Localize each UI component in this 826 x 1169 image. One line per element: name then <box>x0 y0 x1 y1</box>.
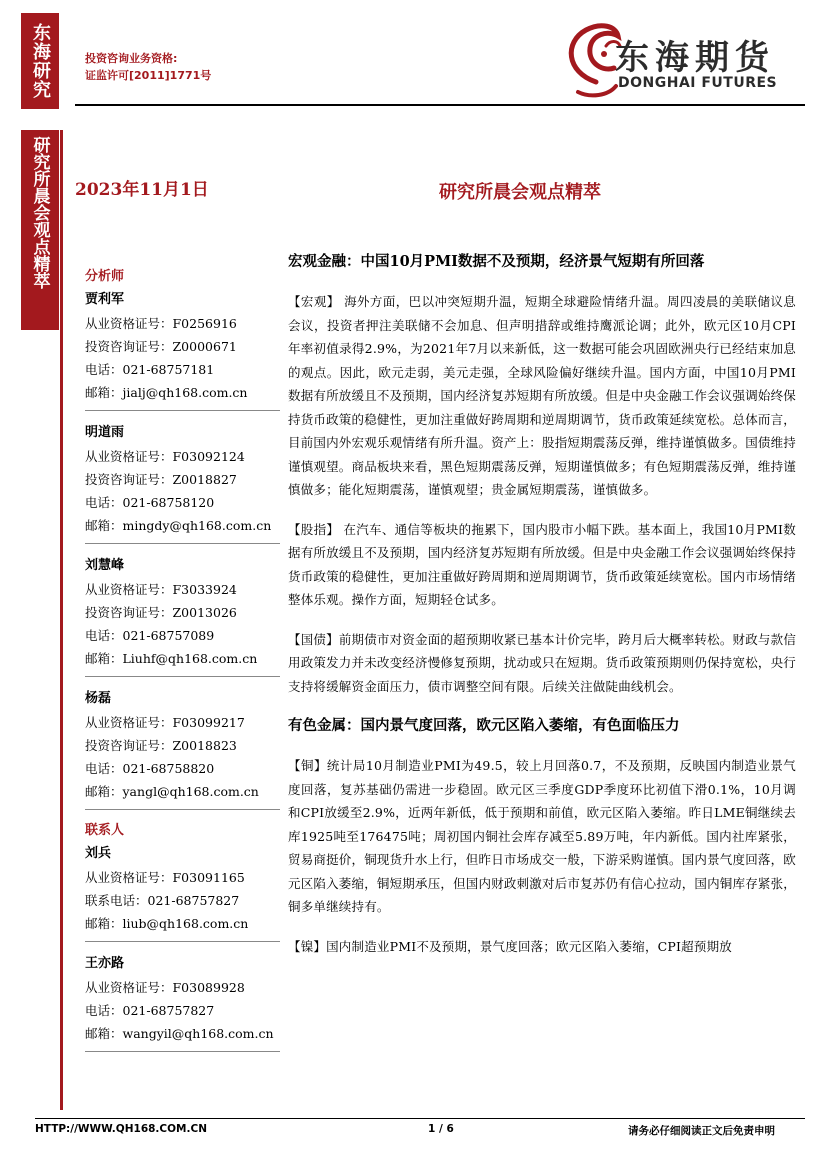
page-number: 1 / 6 <box>428 1123 454 1135</box>
license-line: 证监许可[2011]1771号 <box>85 69 212 82</box>
paragraph-text: 在汽车、通信等板块的拖累下，国内股市小幅下跌。基本面上，我国10月PMI数据有所放缓且不及预期，国内经济复苏短期有所放缓。但是中央金融工作会议强调始终保持货币政策的稳健性，更加注重做好跨周期和逆周期调节，货币政策延续宽松。国内市场情绪整体乐观。操作方面，短期轻仓试多。 <box>288 521 797 607</box>
report-paragraph <box>288 754 796 919</box>
person-separator <box>85 410 280 411</box>
person-detail: 投资咨询证号：Z0000671 <box>85 339 237 354</box>
section-heading: 有色金属：国内景气度回落，欧元区陷入萎缩，有色面临压力 <box>288 717 680 734</box>
paragraph-text: 前期债市对资金面的超预期收紧已基本计价完毕，跨月后大概率转松。财政与款信用政策发力并未改变经济慢修复预期，扰动或只在短期。货币政策预期则仍保持宽松，央行支持将缓解资金面压力，债市调整空间有限。后续关注做陡曲线机会。 <box>288 631 797 694</box>
person-name: 杨磊 <box>85 691 112 706</box>
report-paragraph <box>288 935 796 959</box>
person-detail: 从业资格证号：F03091165 <box>85 870 245 885</box>
paragraph-text: 统计局10月制造业PMI为49.5，较上月回落0.7，不及预期，反映国内制造业景气度回落，复苏基础仍需进一步稳固。欧元区三季度GDP季度环比初值下滑0.1%，10月调和CPI放缓至2.9%，近两年新低，低于预期和前值，欧元区陷入萎缩。昨日LME铜继续去库1925吨至176475吨；周初国内铜社会库存减至5.89万吨，年内新低。国内社库紧张，贸易商挺价，铜现货升水上行，但昨日市场成交一般，下游采购谨慎。国内景气度回落，欧元区陷入萎缩，铜短期承压，但国内财政刺激对后市复苏仍有信心拉动，国内铜库存紧张，铜多单继续持有。 <box>288 758 797 914</box>
person-detail: 从业资格证号：F03089928 <box>85 980 245 995</box>
paragraph-tag: 【国债】 <box>288 631 339 647</box>
person-name: 王亦路 <box>85 956 125 971</box>
person-detail: 从业资格证号：F3033924 <box>85 582 237 597</box>
logo-chinese-name: 东海期货 <box>615 38 775 78</box>
person-detail: 电话：021-68757827 <box>85 1003 215 1018</box>
side-vertical-rule <box>60 130 63 1110</box>
report-date: 2023年11月1日 <box>75 180 209 200</box>
person-detail: 电话：021-68757181 <box>85 362 215 377</box>
paragraph-tag: 【股指】 <box>288 521 340 537</box>
person-detail: 联系电话：021-68757827 <box>85 893 240 908</box>
footer-disclaimer: 请务必仔细阅读正文后免责申明 <box>628 1125 775 1137</box>
paragraph-tag: 【铜】 <box>288 758 327 773</box>
report-body <box>288 250 796 974</box>
person-separator <box>85 941 280 942</box>
person-detail: 从业资格证号：F0256916 <box>85 316 237 331</box>
person-detail: 电话：021-68757089 <box>85 628 215 643</box>
person-separator <box>85 809 280 810</box>
analyst-card <box>85 554 285 677</box>
person-detail: 邮箱：mingdy@qh168.com.cn <box>85 518 272 533</box>
person-detail: 邮箱：yangl@qh168.com.cn <box>85 784 259 799</box>
qualification-line: 投资咨询业务资格: <box>85 52 178 65</box>
person-detail: 从业资格证号：F03092124 <box>85 449 245 464</box>
report-paragraph <box>288 628 796 699</box>
contact-card <box>85 952 285 1052</box>
contact-card <box>85 842 285 942</box>
person-detail: 邮箱：wangyil@qh168.com.cn <box>85 1026 274 1041</box>
footer-divider <box>35 1118 805 1119</box>
person-separator <box>85 676 280 677</box>
analyst-column <box>85 266 285 1062</box>
analyst-card <box>85 288 285 411</box>
header-divider <box>75 104 805 106</box>
person-name: 刘慧峰 <box>85 558 125 573</box>
analysts-label: 分析师 <box>85 269 125 284</box>
person-detail: 投资咨询证号：Z0013026 <box>85 605 237 620</box>
brand-tab: 东海研究 <box>21 13 59 109</box>
analyst-card <box>85 421 285 544</box>
person-name: 贾利军 <box>85 292 125 307</box>
section-heading: 宏观金融：中国10月PMI数据不及预期，经济景气短期有所回落 <box>288 253 705 270</box>
contacts-label: 联系人 <box>85 823 125 838</box>
person-detail: 电话：021-68758120 <box>85 495 215 510</box>
person-separator <box>85 1051 280 1052</box>
paragraph-text: 国内制造业PMI不及预期，景气度回落；欧元区陷入萎缩，CPI超预期放 <box>326 938 732 954</box>
report-paragraph <box>288 290 796 502</box>
person-name: 刘兵 <box>85 846 112 861</box>
paragraph-tag: 【宏观】 <box>288 294 340 309</box>
person-separator <box>85 543 280 544</box>
person-detail: 投资咨询证号：Z0018823 <box>85 738 237 753</box>
analyst-card <box>85 687 285 810</box>
person-detail: 电话：021-68758820 <box>85 761 215 776</box>
person-detail: 邮箱：liub@qh168.com.cn <box>85 916 249 931</box>
report-paragraph <box>288 518 796 612</box>
person-name: 明道雨 <box>85 425 125 440</box>
page-title: 研究所晨会观点精萃 <box>439 182 601 203</box>
logo-english-name: DONGHAI FUTURES <box>618 75 778 91</box>
person-detail: 邮箱：jialj@qh168.com.cn <box>85 385 248 400</box>
paragraph-tag: 【镍】 <box>288 938 327 954</box>
side-report-tab: 研究所晨会观点精萃 <box>21 130 59 330</box>
qualification-block <box>85 50 211 84</box>
paragraph-text: 海外方面，巴以冲突短期升温，短期全球避险情绪升温。周四凌晨的美联储议息会议，投资者押注美联储不会加息、但声明措辞或维持鹰派论调；此外，欧元区10月CPI年率初值录得2.9%，为2021年7月以来新低，这一数据可能会巩固欧洲央行已经结束加息的观点。因此，欧元走弱，美元走强，全球风险偏好继续升温。国内方面，中国10月PMI数据有所放缓且不及预期，国内经济复苏短期有所放缓。但是中央金融工作会议强调始终保持货币政策的稳健性，更加注重做好跨周期和逆周期调节，货币政策延续宽松。总体而言，目前国内外宏观乐观情绪有所升温。资产上：股指短期震荡反弹，维持谨慎做多。国债维持谨慎观望。商品板块来看，黑色短期震荡反弹，短期谨慎做多；有色短期震荡反弹，维持谨慎做多；能化短期震荡，谨慎观望；贵金属短期震荡，谨慎做多。 <box>288 294 797 497</box>
footer-website-link[interactable]: HTTP://WWW.QH168.COM.CN <box>35 1123 207 1135</box>
person-detail: 从业资格证号：F03099217 <box>85 715 245 730</box>
person-detail: 邮箱：Liuhf@qh168.com.cn <box>85 651 258 666</box>
person-detail: 投资咨询证号：Z0018827 <box>85 472 237 487</box>
